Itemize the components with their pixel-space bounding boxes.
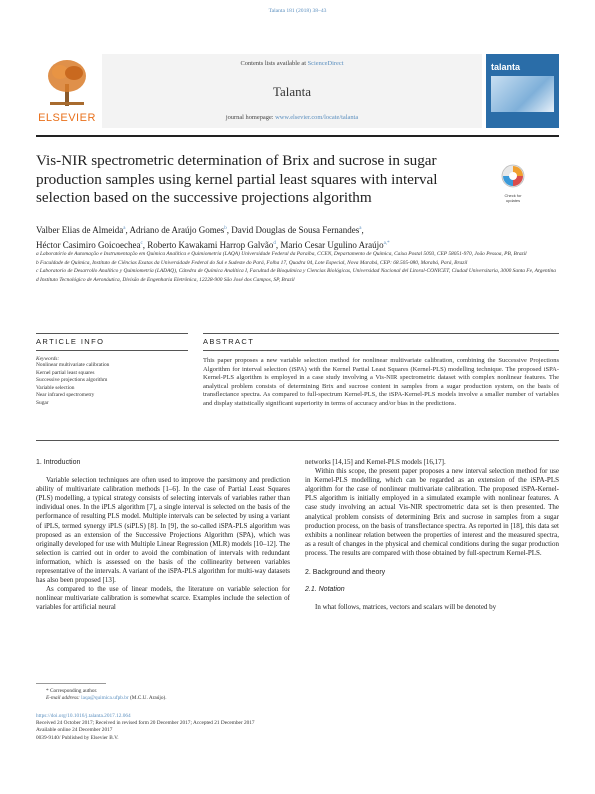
author-affil[interactable]: b [224, 226, 227, 231]
keywords-block [36, 356, 188, 408]
section-2-heading: 2. Background and theory [305, 569, 386, 577]
email-label: E-mail address: [46, 695, 82, 702]
contents-line [102, 60, 482, 67]
keyword: Variable selection [36, 384, 75, 391]
elsevier-logo[interactable] [36, 54, 98, 128]
article-info-rule-2 [36, 350, 188, 351]
keyword: Sugar [36, 399, 49, 406]
author-name[interactable]: Valber Elias de Almeida [36, 225, 124, 235]
author-affil[interactable]: a [359, 226, 362, 231]
author-name[interactable]: Roberto Kawakami Harrop Galvão [147, 240, 274, 250]
copyright-line: 0039-9140/ Published by Elsevier B.V. [36, 734, 119, 741]
keywords-heading: Keywords: [36, 356, 60, 362]
abstract-rule-2 [203, 350, 559, 351]
subsection-2-1-heading: 2.1. Notation [305, 586, 345, 594]
author-affil[interactable]: a [123, 226, 126, 231]
homepage-prefix: journal homepage: [225, 114, 276, 121]
journal-cover[interactable] [486, 54, 559, 128]
front-matter-divider [36, 440, 559, 441]
affiliations [36, 251, 559, 285]
affiliation-b: b Faculdade de Química, Instituto de Ciências Exatas da Universidade Federal do Sul e Sudeste do Pará, Folha 17, Quadra 04, Lote Especial, Nova Marabá, CEP: 68.505-080, Marabá, Pará, Brazil [36, 259, 468, 266]
article-info-heading: ARTICLE INFO [36, 337, 105, 346]
email-suffix: (M.C.U. Araújo). [128, 695, 167, 702]
keyword: Nonlinear multivariate calibration [36, 362, 110, 368]
intro-paragraph: Variable selection techniques are often used to improve the parsimony and prediction ability of multivariate calibration methods [1–6]. In the case of Partial Least Squares (PLS) modelling, a typical strategy consists of selecting intervals of variables rather than individual ones. In the iPLS algorithm [7], a single interval is selected on the basis of the performance of resulting PLS model. Multiple intervals can be selected by using a variant of iPLS, termed synergy iPLS (siPLS) [8]. In [9], the so-called iSPA-PLS algorithm was proposed as an extension of the Successive Projections Algorithm (SPA), which was originally developed for use with Multiple Linear Regression (MLR) models [10–12]. The selection is carried out in order to avoid the combination of intervals with redundant information, which is assessed on the basis of the collinearity between variables representative of the intervals. A variant of the iSPA-PLS algorithm for multi-way datasets has also been proposed [13]. [36, 476, 290, 585]
footnote-rule [36, 683, 106, 684]
body-right-column [305, 458, 559, 612]
author-line-1: Valber Elias de Almeida$^a$, Adriano de Araújo Gomes$^b$, David Douglas de Sousa Fernandes$^a$, [36, 225, 364, 235]
journal-masthead [36, 54, 559, 130]
affiliation-c: c Laboratorio de Desarrollo Analítico y Quimiometría (LADAQ), Cátedra de Química Analítica I, Facultad de Bioquímica y Ciencias Biológicas, Universidad Nacional del Litoral-CONICET, Ciudad Universitaria, 3000 Santa Fe, Argentina [36, 268, 556, 275]
elsevier-tree-icon [46, 58, 88, 108]
intro-paragraph: As compared to the use of linear models, the literature on variable selection for nonlinear multivariate calibration is somewhat scarce. Examples include the selection of variables for artificial neural [36, 585, 290, 612]
intro-paragraph: Within this scope, the present paper proposes a new interval selection method for use in Kernel-PLS modelling, which can be regarded as an extension of the iSPA-PLS algorithm for the case of nonlinear multivariate calibration. The proposed iSPA-Kernel-PLS algorithm is initially employed in a simulated example with nonlinear features. A case study involving an actual Vis-NIR spectrometric data set is then presented. The analytical problem consists of determining Brix and sucrose in samples from a sugar production process, on the basis of transflectance spectra. As reported in [18], this data set exhibits a nonlinear relation between the properties of interest and the measured spectra, as a result of changes in the physical and chemical conditions during the sugar production process. The results are compared with those obtained by full-spectrum Kernel-PLS. [305, 467, 559, 557]
journal-citation[interactable]: Talanta 181 (2018) 38–43 [268, 8, 327, 14]
section-1-heading: 1. Introduction [36, 459, 81, 466]
publisher-name: ELSEVIER [38, 112, 96, 124]
author-name[interactable]: Adriano de Araújo Gomes [129, 225, 225, 235]
email-link[interactable]: laqa@quimica.ufpb.br [81, 695, 129, 702]
intro-paragraph: networks [14,15] and Kernel-PLS models [16,17]. [305, 458, 446, 466]
email-line [46, 695, 346, 702]
abstract-rule [203, 333, 559, 334]
keyword: Near infrared spectrometry [36, 392, 95, 399]
author-name[interactable]: Héctor Casimiro Goicoechea [36, 240, 141, 250]
footnote-block [46, 688, 346, 702]
received-dates: Received 24 October 2017; Received in revised form 20 December 2017; Accepted 21 December 2017 [36, 720, 255, 727]
abstract-text: This paper proposes a new variable selection method for nonlinear multivariate calibration, combining the Successive Projections Algorithm for interval selection (iSPA) with the Kernel Partial Least Squares (Kernel-PLS) modelling technique. The proposed iSPA-Kernel-PLS algorithm is employed in a case study involving a Vis-NIR spectrometric dataset with complex nonlinear features. The analytical problem consists of determining Brix and sucrose content in samples from a sugar production system, on the basis of transflectance spectra. As compared to full-spectrum Kernel-PLS, the iSPA-Kernel-PLS models involve a smaller number of variables and display statistically significant superiority in terms of accuracy and/or bias in the predictions. [203, 357, 559, 407]
author-affil[interactable]: c [140, 241, 143, 246]
author-affil[interactable]: a,* [383, 241, 390, 246]
cover-title: talanta [491, 62, 521, 72]
check-updates-label: Check for updates [504, 193, 522, 203]
check-updates-icon [499, 163, 527, 189]
abstract-heading: ABSTRACT [203, 337, 255, 346]
contents-prefix: Contents lists available at [240, 60, 308, 67]
journal-name: Talanta [272, 84, 312, 99]
author-affil[interactable]: d [273, 241, 276, 246]
article-info-rule [36, 333, 188, 334]
cover-image [491, 76, 554, 112]
affiliation-d: d Instituto Tecnológico de Aeronáutica, Divisão de Engenharia Eletrônica, 12228-900 São José dos Campos, SP, Brazil [36, 276, 295, 283]
journal-homepage [102, 114, 482, 121]
check-for-updates-badge[interactable] [499, 163, 527, 203]
publication-info [36, 713, 436, 742]
author-name[interactable]: David Douglas de Sousa Fernandes [231, 225, 360, 235]
keyword: Kernel partial least squares [36, 369, 95, 376]
keyword: Successive projections algorithm [36, 377, 108, 384]
author-name[interactable]: Mario Cesar Ugulino Araújo [280, 240, 384, 250]
author-list [36, 222, 559, 252]
masthead-band [102, 54, 482, 128]
sciencedirect-link[interactable]: ScienceDirect [307, 60, 344, 67]
masthead-divider [36, 135, 559, 137]
author-line-2: Héctor Casimiro Goicoechea$^c$, Roberto Kawakami Harrop Galvão$^d$, Mario Cesar Ugulino Araújo$^{a,*}$ [36, 240, 390, 250]
doi-link[interactable]: https://doi.org/10.1016/j.talanta.2017.12.064 [36, 713, 131, 719]
homepage-link[interactable]: www.elsevier.com/locate/talanta [275, 114, 359, 121]
available-online: Available online 24 December 2017 [36, 727, 113, 734]
article-title: Vis-NIR spectrometric determination of Brix and sucrose in sugar production samples using kernel partial least squares with interval selection based on the successive projections algorithm [36, 152, 438, 206]
affiliation-a: a Laboratório de Automação e Instrumentação em Química Analítica e Quimiometria (LAQA) Universidade Federal da Paraíba, CCEN, Departamento de Química, Caixa Postal 5093, CEP 58051-970, João Pessoa, PB, Brazil [36, 251, 527, 257]
body-left-column [36, 458, 290, 613]
corresponding-author-note: * Corresponding author. [46, 688, 98, 694]
notation-paragraph: In what follows, matrices, vectors and scalars will be denoted by [315, 603, 497, 612]
